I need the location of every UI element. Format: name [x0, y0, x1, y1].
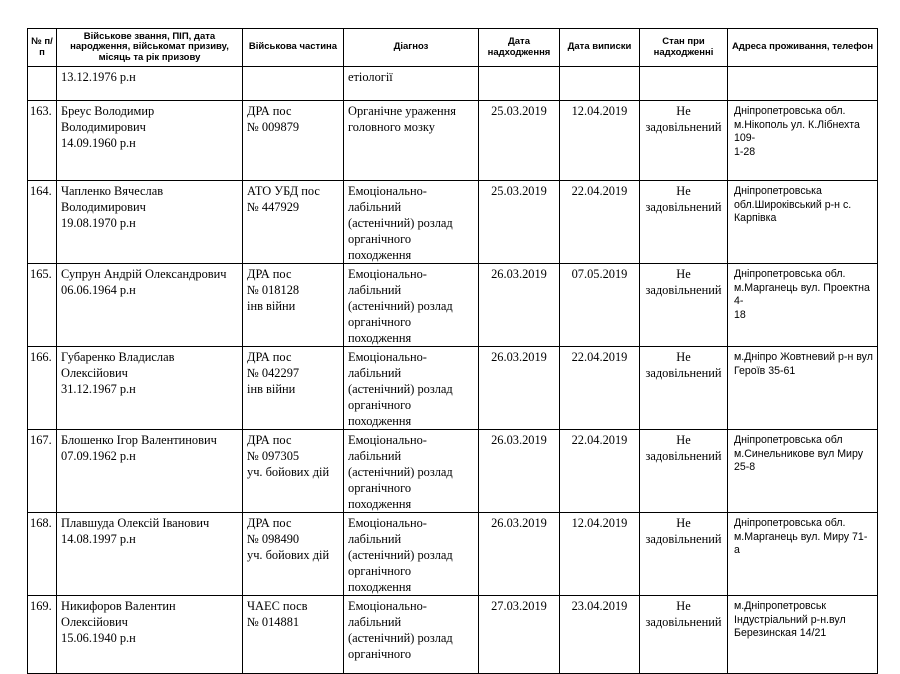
row-state	[640, 430, 728, 513]
row-discharge: 12.04.2019	[560, 513, 640, 596]
row-address	[728, 264, 878, 347]
row-discharge: 23.04.2019	[560, 596, 640, 674]
row-num: 165.	[28, 264, 57, 347]
row-unit-line: уч. бойових дій	[247, 548, 330, 562]
row-arrival: 26.03.2019	[479, 513, 560, 596]
row-diagnosis-line: (астенічний) розлад	[348, 216, 453, 230]
row-name-line: Чапленко Вячеслав	[61, 184, 164, 198]
row-name	[57, 513, 243, 596]
row-name-line: Володимирович	[61, 200, 146, 214]
row-unit	[243, 513, 344, 596]
header-unit: Військова частина	[243, 29, 344, 67]
header-discharge-date: Дата виписки	[560, 29, 640, 67]
row-unit-line: ДРА пос	[247, 104, 292, 118]
row-address	[728, 513, 878, 596]
row-state	[640, 347, 728, 430]
row-unit-line: ДРА пос	[247, 516, 292, 530]
row-diagnosis-line: лабільний	[348, 366, 402, 380]
table-row	[28, 596, 878, 674]
row-unit	[243, 596, 344, 674]
row-name-line: Володимирович	[61, 120, 146, 134]
row-unit-line: № 014881	[247, 615, 300, 629]
row-discharge: 22.04.2019	[560, 430, 640, 513]
row-name-line: 31.12.1967 р.н	[61, 382, 136, 396]
row-address-line: Індустріальний р-н.вул	[734, 613, 846, 626]
header-name: Військове звання, ПІП, дата народження, військомат призиву, місяць та рік призову	[57, 29, 243, 67]
row-state-line: Не	[676, 350, 691, 364]
row-name-line: Бреус Володимир	[61, 104, 155, 118]
document-page	[27, 28, 877, 661]
row-num: 167.	[28, 430, 57, 513]
row-state-line: задовільнений	[645, 283, 722, 297]
row-diagnosis-line: Емоціонально-	[348, 516, 427, 530]
row-unit-line: № 098490	[247, 532, 300, 546]
row-num: 166.	[28, 347, 57, 430]
row-arrival: 25.03.2019	[479, 101, 560, 181]
table-row	[28, 513, 878, 596]
row-num	[28, 67, 57, 101]
row-diagnosis-line: Емоціонально-	[348, 599, 427, 613]
row-num: 169.	[28, 596, 57, 674]
row-state-line: Не	[676, 433, 691, 447]
table-row	[28, 347, 878, 430]
table-row-continuation	[28, 67, 878, 101]
header-state: Стан при надходженні	[640, 29, 728, 67]
row-diagnosis-line: лабільний	[348, 200, 402, 214]
row-address-line: Дніпропетровська	[734, 185, 822, 197]
row-unit-line: ДРА пос	[247, 350, 292, 364]
row-unit-line: № 042297	[247, 366, 300, 380]
row-state	[640, 264, 728, 347]
row-name-line: 07.09.1962 р.н	[61, 449, 136, 463]
table-row	[28, 430, 878, 513]
row-arrival: 26.03.2019	[479, 347, 560, 430]
row-address-line: Карпівка	[734, 212, 777, 224]
row-arrival: 25.03.2019	[479, 181, 560, 264]
row-unit-line: № 009879	[247, 120, 300, 134]
row-address-line: м.Нікополь ул. К.Лібнехта 109-	[734, 118, 860, 144]
row-name-line: 19.08.1970 р.н	[61, 216, 136, 230]
header-num: № п/п	[28, 29, 57, 67]
row-unit	[243, 264, 344, 347]
row-state-line: Не	[676, 267, 691, 281]
row-unit-line: інв війни	[247, 299, 296, 313]
row-discharge: 12.04.2019	[560, 101, 640, 181]
row-unit-line: № 447929	[247, 200, 300, 214]
row-diagnosis	[344, 181, 479, 264]
row-diagnosis	[344, 596, 479, 674]
row-state	[640, 181, 728, 264]
row-unit-line: № 097305	[247, 449, 300, 463]
row-unit	[243, 430, 344, 513]
row-name	[57, 596, 243, 674]
row-diagnosis-line: походження	[348, 414, 412, 428]
row-state-line: задовільнений	[645, 615, 722, 629]
row-address-line: 18	[734, 308, 746, 321]
row-diagnosis-line: лабільний	[348, 449, 402, 463]
row-state-line: Не	[676, 599, 691, 613]
row-unit-line: № 018128	[247, 283, 300, 297]
row-state-line: задовільнений	[645, 120, 722, 134]
table-row	[28, 181, 878, 264]
row-diagnosis-line: лабільний	[348, 532, 402, 546]
row-name-line: Плавшуда Олексій Іванович	[61, 516, 210, 530]
row-state-line: задовільнений	[645, 366, 722, 380]
row-diagnosis-line: Емоціонально-	[348, 184, 427, 198]
row-diagnosis-line: головного мозку	[348, 120, 435, 134]
row-name	[57, 430, 243, 513]
row-address-line: Героїв 35-61	[734, 364, 796, 377]
row-state-line: задовільнений	[645, 200, 722, 214]
row-diagnosis-line: органічного	[348, 647, 412, 661]
row-discharge: 07.05.2019	[560, 264, 640, 347]
row-arrival: 26.03.2019	[479, 264, 560, 347]
row-name-line: Олексійович	[61, 615, 128, 629]
row-diagnosis-line: Емоціонально-	[348, 350, 427, 364]
row-unit	[243, 67, 344, 101]
row-address	[728, 67, 878, 101]
row-state-line: задовільнений	[645, 449, 722, 463]
table-row	[28, 264, 878, 347]
header-address: Адреса проживання, телефон	[728, 29, 878, 67]
row-diagnosis	[344, 67, 479, 101]
table-header-row	[28, 29, 878, 67]
row-address-line: м.Синельникове вул Миру 25-8	[734, 447, 864, 473]
row-diagnosis-line: (астенічний) розлад	[348, 382, 453, 396]
row-diagnosis-line: органічного	[348, 232, 412, 246]
row-address-line: Дніпропетровська обл.	[734, 105, 846, 117]
row-address-line: 1-28	[734, 145, 756, 158]
row-diagnosis	[344, 101, 479, 181]
row-state-line: Не	[676, 184, 691, 198]
row-diagnosis-line: (астенічний) розлад	[348, 548, 453, 562]
row-diagnosis-line: походження	[348, 248, 412, 262]
row-state-line: Не	[676, 516, 691, 530]
row-address	[728, 347, 878, 430]
row-address-line: Дніпропетровська обл.	[734, 517, 846, 529]
row-address-line: м.Марганець вул. Проектна 4-	[734, 281, 870, 307]
header-arrival-date: Дата надходження	[479, 29, 560, 67]
row-unit-line: ДРА пос	[247, 433, 292, 447]
row-diagnosis-line: органічного	[348, 481, 412, 495]
row-state	[640, 596, 728, 674]
row-diagnosis-line: етіології	[348, 70, 393, 84]
row-address	[728, 430, 878, 513]
patients-table	[27, 28, 878, 674]
row-state-line: задовільнений	[645, 532, 722, 546]
row-address-line: м.Дніпропетровськ	[734, 600, 826, 612]
row-discharge	[560, 67, 640, 101]
row-diagnosis-line: органічного	[348, 564, 412, 578]
row-diagnosis	[344, 513, 479, 596]
row-diagnosis-line: (астенічний) розлад	[348, 465, 453, 479]
row-name-line: 14.08.1997 р.н	[61, 532, 136, 546]
row-name-line: Супрун Андрій Олександрович	[61, 267, 227, 281]
row-diagnosis-line: походження	[348, 580, 412, 594]
row-unit-line: АТО УБД пос	[247, 184, 320, 198]
row-unit	[243, 181, 344, 264]
row-unit-line: інв війни	[247, 382, 296, 396]
row-name	[57, 347, 243, 430]
row-arrival	[479, 67, 560, 101]
row-name-line: Губаренко Владислав	[61, 350, 175, 364]
row-diagnosis-line: походження	[348, 331, 412, 345]
row-arrival: 27.03.2019	[479, 596, 560, 674]
row-state	[640, 101, 728, 181]
row-address-line: Дніпропетровська обл	[734, 434, 843, 446]
row-diagnosis-line: органічного	[348, 315, 412, 329]
row-name-line: Блошенко Ігор Валентинович	[61, 433, 217, 447]
row-name-line: Никифоров Валентин	[61, 599, 176, 613]
row-diagnosis	[344, 264, 479, 347]
row-unit	[243, 101, 344, 181]
row-num: 168.	[28, 513, 57, 596]
row-state-line: Не	[676, 104, 691, 118]
row-name	[57, 67, 243, 101]
row-diagnosis	[344, 430, 479, 513]
row-address-line: м.Дніпро Жовтневий р-н вул	[734, 351, 873, 363]
row-name	[57, 101, 243, 181]
table-row	[28, 101, 878, 181]
row-address	[728, 181, 878, 264]
row-discharge: 22.04.2019	[560, 181, 640, 264]
row-diagnosis-line: (астенічний) розлад	[348, 299, 453, 313]
row-diagnosis-line: Емоціонально-	[348, 267, 427, 281]
row-diagnosis-line: лабільний	[348, 615, 402, 629]
row-unit-line: уч. бойових дій	[247, 465, 330, 479]
row-name-line: 06.06.1964 р.н	[61, 283, 136, 297]
header-diagnosis: Діагноз	[344, 29, 479, 67]
row-unit	[243, 347, 344, 430]
row-name	[57, 181, 243, 264]
row-address-line: Дніпропетровська обл.	[734, 268, 846, 280]
row-diagnosis-line: органічного	[348, 398, 412, 412]
row-state	[640, 67, 728, 101]
row-diagnosis-line: походження	[348, 497, 412, 511]
row-diagnosis-line: Органічне ураження	[348, 104, 457, 118]
row-name-line: Олексійович	[61, 366, 128, 380]
row-address-line: м.Марганець вул. Миру 71-а	[734, 530, 868, 556]
row-diagnosis-line: лабільний	[348, 283, 402, 297]
row-address-line: Березинская 14/21	[734, 627, 827, 639]
row-diagnosis	[344, 347, 479, 430]
row-unit-line: ЧАЕС посв	[247, 599, 308, 613]
row-address	[728, 596, 878, 674]
row-unit-line: ДРА пос	[247, 267, 292, 281]
row-address	[728, 101, 878, 181]
row-num: 163.	[28, 101, 57, 181]
row-diagnosis-line: (астенічний) розлад	[348, 631, 453, 645]
row-discharge: 22.04.2019	[560, 347, 640, 430]
row-name-line: 13.12.1976 р.н	[61, 70, 136, 84]
row-arrival: 26.03.2019	[479, 430, 560, 513]
row-name-line: 14.09.1960 р.н	[61, 136, 136, 150]
row-address-line: обл.Широківський р-н с.	[734, 198, 852, 211]
row-num: 164.	[28, 181, 57, 264]
row-name	[57, 264, 243, 347]
row-name-line: 15.06.1940 р.н	[61, 631, 136, 645]
row-diagnosis-line: Емоціонально-	[348, 433, 427, 447]
row-state	[640, 513, 728, 596]
